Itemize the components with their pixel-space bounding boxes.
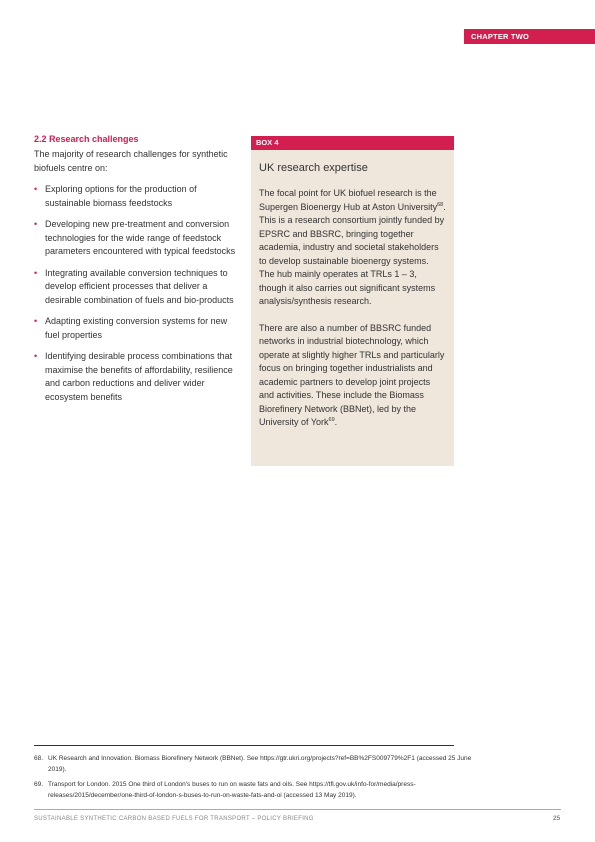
research-challenges-section	[34, 134, 239, 412]
list-item-text: Developing new pre-treatment and conversion technologies for the wide range of feedstock parameters encountered with typical feedstocks	[45, 219, 236, 256]
footnote-ref-69[interactable]: 69	[328, 417, 335, 423]
footnote-ref-68[interactable]: 68	[437, 201, 444, 208]
list-item-text: Identifying desirable process combinations that maximise the benefits of affordability, resilience and carbon reductions and deliver wider ecosystem benefits	[45, 351, 233, 402]
box-body	[259, 187, 446, 430]
challenges-list	[34, 183, 239, 404]
footnote-text: UK Research and Innovation. Biomass Biorefinery Network (BBNet). See https://gtr.ukri.org/projects?ref=BB%2FS009779%2F1 (accessed 25 June 2019).	[48, 755, 472, 773]
section-heading: 2.2 Research challenges	[34, 134, 139, 144]
list-item-text: Adapting existing conversion systems for new fuel properties	[45, 316, 228, 340]
list-item	[34, 183, 239, 210]
list-item	[34, 350, 239, 404]
footnote-divider	[34, 745, 454, 746]
footnote-number: 69.	[34, 781, 44, 788]
footnote-text: Transport for London. 2015 One third of London's buses to run on waste fats and oils. See https://tfl.gov.uk/info-for/media/press-releases/2015/december/one-third-of-london-s-buses-to-run-on-waste-fats-and-oi (accessed 13 May 2019).	[48, 781, 416, 799]
bullet-icon: •	[34, 184, 38, 194]
footer-title: SUSTAINABLE SYNTHETIC CARBON BASED FUELS FOR TRANSPORT – POLICY BRIEFING	[34, 816, 314, 822]
box-4-panel	[251, 136, 454, 466]
box-p2-text-cont: .	[334, 417, 338, 427]
box-paragraph-1	[259, 187, 446, 309]
box-label: BOX 4	[251, 136, 454, 150]
box-p2-text: There are also a number of BBSRC funded networks in industrial biotechnology, which operate at slightly higher TRLs and particularly focus on bringing together industrialists and academic partners to develop joint projects and activities. These include the Biomass Biorefinery Network (BBNet), led by the University of York	[259, 322, 445, 427]
footnotes	[34, 754, 474, 806]
footnote-number: 68.	[34, 755, 44, 762]
footer-divider	[34, 809, 561, 810]
list-item	[34, 218, 239, 259]
section-intro: The majority of research challenges for synthetic biofuels centre on:	[34, 149, 228, 173]
box-p1-text-cont: . This is a research consortium jointly funded by EPSRC and BBSRC, bringing together academia, industry and societal stakeholders to develop sustainable bioenergy systems. The hub mainly operates at TRLs 1 – 3, though it also carries out significant systems analysis/synthesis research.	[259, 201, 446, 306]
box-title: UK research expertise	[259, 162, 368, 174]
box-paragraph-2	[259, 322, 446, 430]
bullet-icon: •	[34, 267, 38, 278]
footnote-68	[34, 754, 474, 775]
list-item	[34, 315, 239, 342]
list-item-text: Exploring options for the production of sustainable biomass feedstocks	[45, 184, 197, 208]
bullet-icon: •	[34, 351, 38, 361]
chapter-tab: CHAPTER TWO	[464, 29, 595, 44]
box-p1-text: The focal point for UK biofuel research is the Supergen Bioenergy Hub at Aston University	[259, 188, 438, 212]
page-number: 25	[553, 815, 561, 822]
bullet-icon: •	[34, 219, 38, 229]
footnote-69	[34, 780, 474, 801]
bullet-icon: •	[34, 316, 38, 326]
list-item-text: Integrating available conversion techniques to develop efficient processes that deliver a desirable combination of fuels and bio-products	[45, 267, 234, 305]
list-item	[34, 267, 239, 308]
